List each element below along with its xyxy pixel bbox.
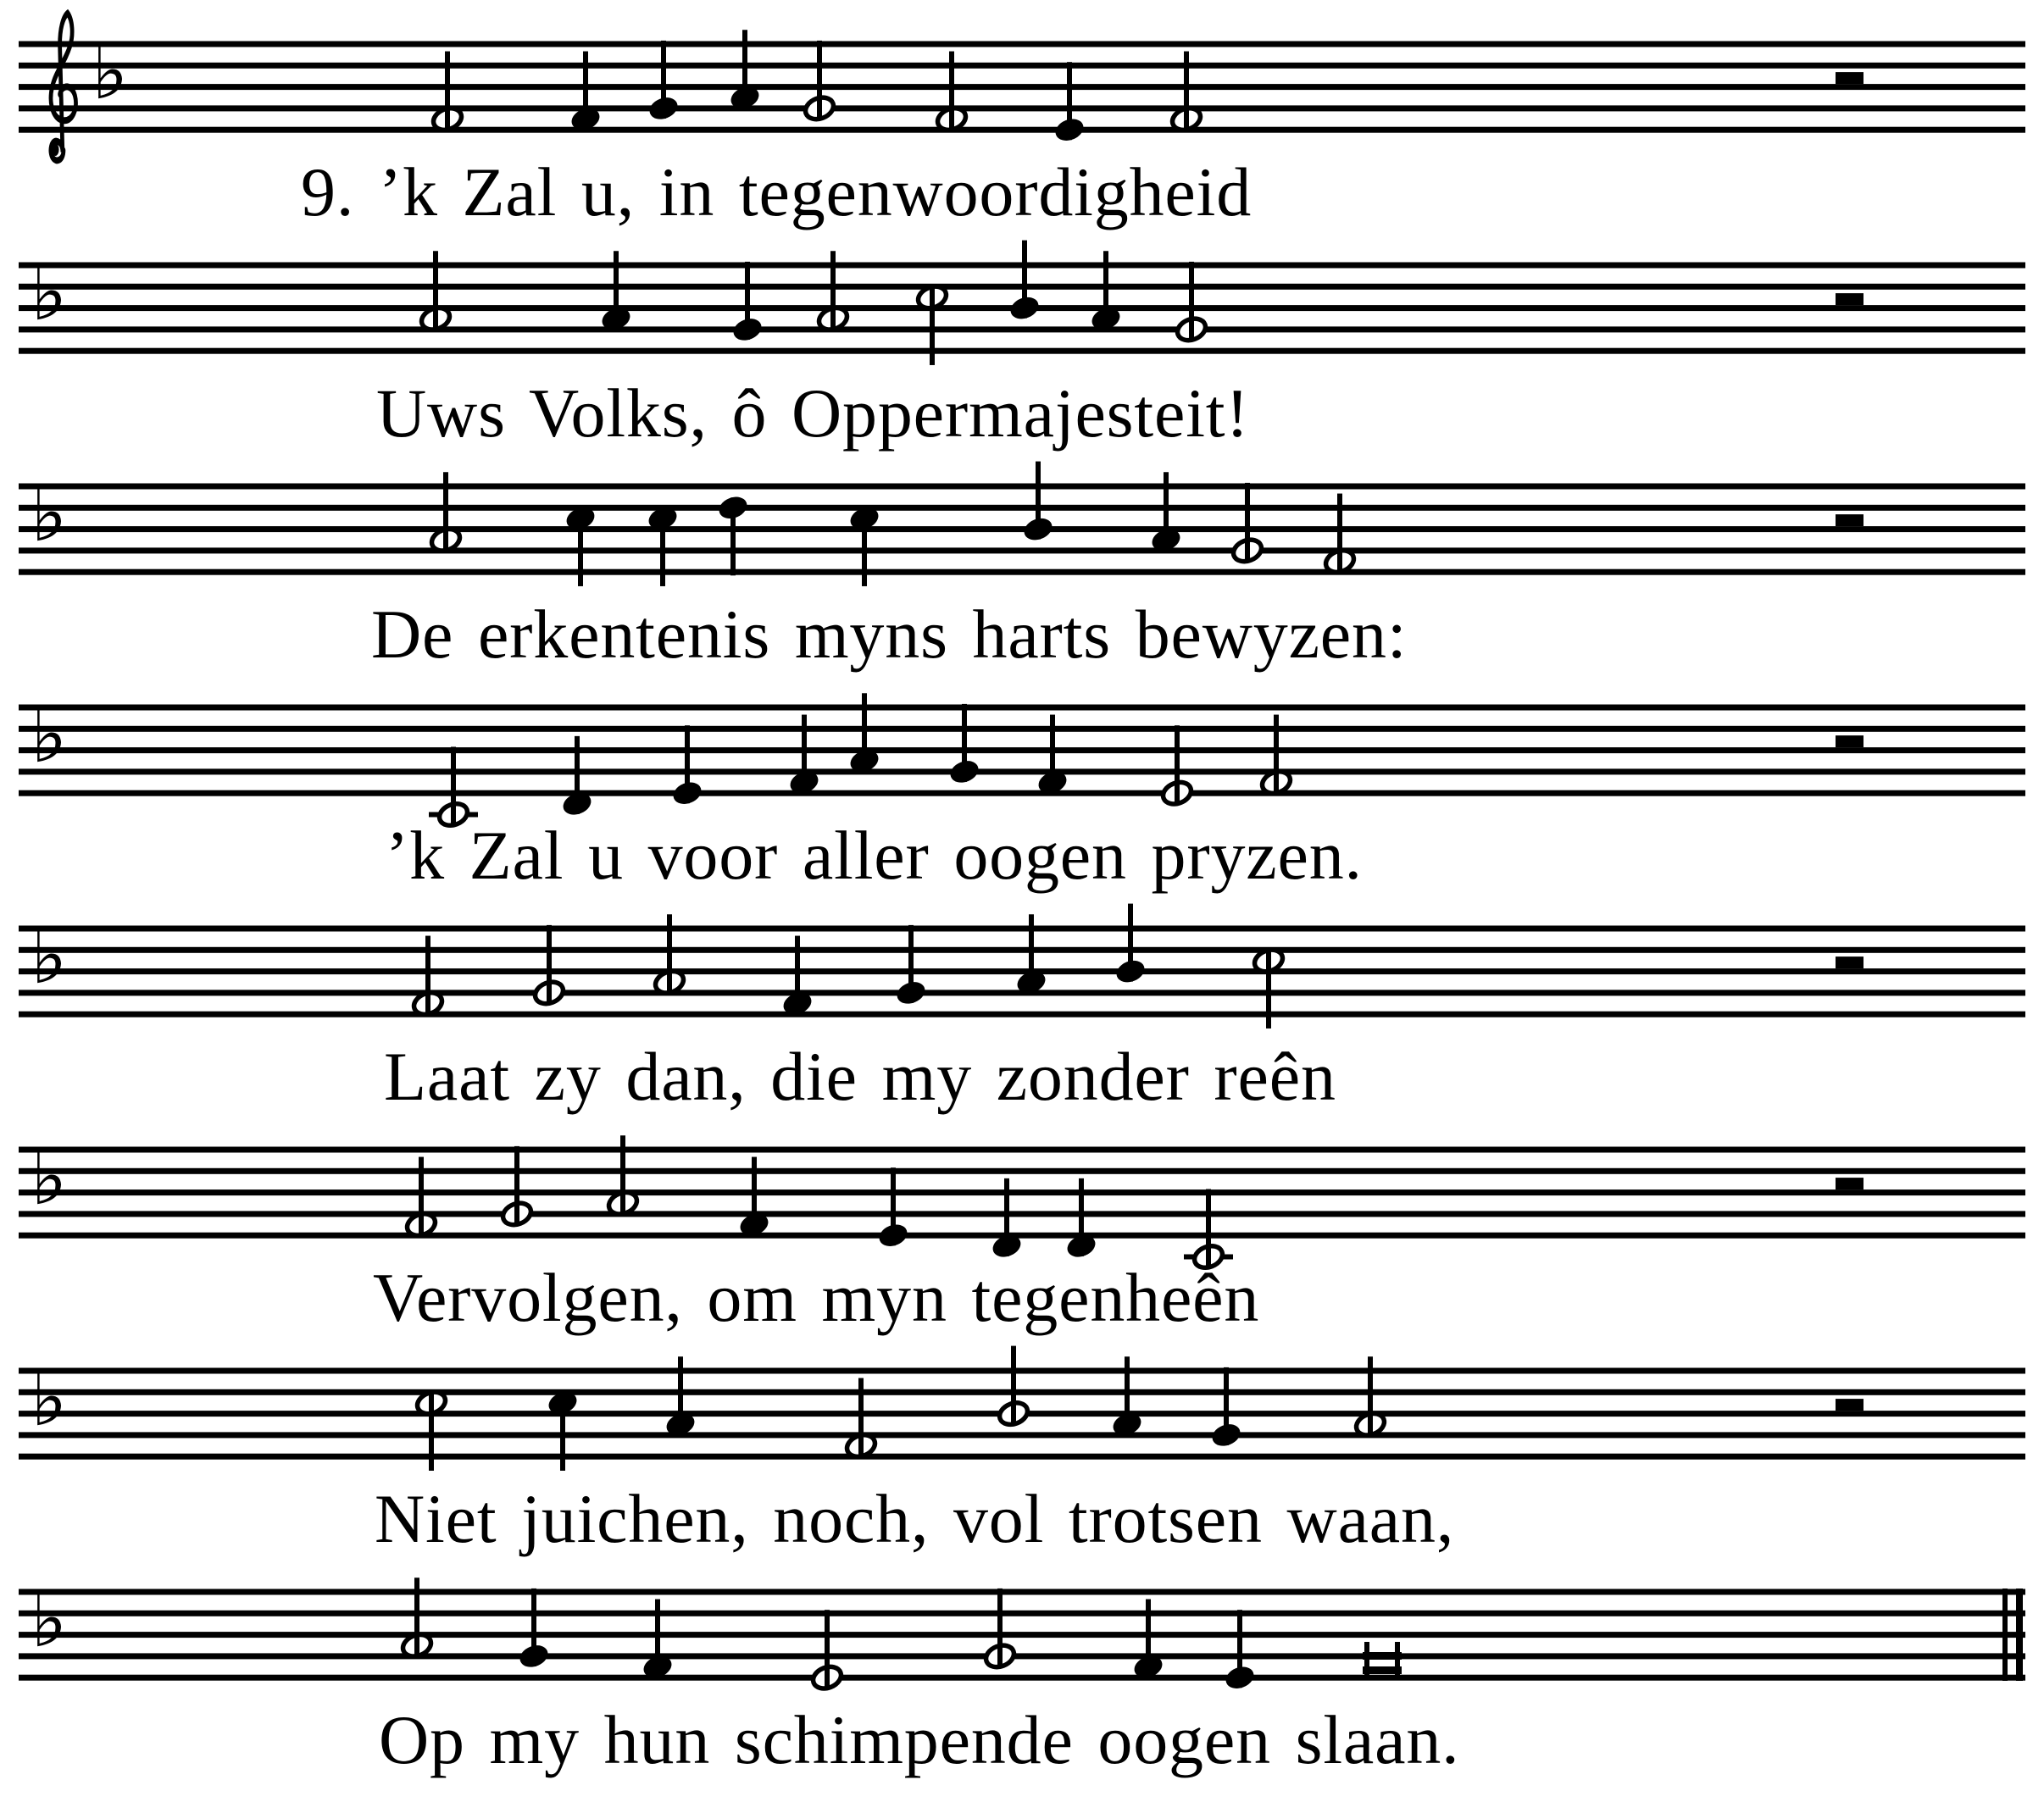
stem [1022,241,1027,319]
note-e4-quarter [1053,62,1086,144]
staff-line [19,526,2025,532]
stem [560,1393,565,1471]
stem [1125,1356,1130,1434]
staff-line [19,105,2025,111]
stem [1368,1356,1373,1434]
stem [661,41,666,119]
stem [745,262,750,340]
half-rest [1836,735,1863,747]
lyric-line-7: Niet juichen, noch, vol trotsen waan, [375,1480,1455,1557]
stem [1189,262,1194,340]
staff-line [19,1653,2025,1659]
stem [678,1356,683,1434]
stem [531,1589,536,1666]
note-b4-quarter [1008,241,1041,323]
stem [514,1146,519,1224]
final-barline [2002,1589,2008,1681]
note-g4-quarter [894,925,928,1007]
stem [451,747,456,825]
stem [1029,914,1034,992]
staff-line [19,127,2025,133]
stem [655,1600,660,1677]
staff-line [19,1389,2025,1395]
final-barline [2016,1589,2023,1681]
staff-line [19,348,2025,354]
stem [730,497,736,575]
breve-note [1364,1642,1369,1680]
staff-line [19,947,2025,953]
stem [1274,715,1279,793]
staff-line [19,926,2025,932]
note-g4-half [532,925,566,1007]
staff-line [19,42,2025,47]
flat-icon: ♭ [31,1132,68,1223]
stem [1266,951,1271,1029]
lyric-line-5: Laat zy dan, die my zonder reên [384,1038,1336,1115]
stem [949,52,954,130]
stem [962,704,967,782]
lyric-line-4: ’k Zal u voor aller oogen pryzen. [386,817,1363,894]
lyric-line-2: Uws Volks, ô Oppermajesteit! [376,374,1250,452]
half-rest [1836,72,1863,84]
flat-icon: ♭ [31,911,68,1001]
staff-line [19,1012,2025,1017]
stem [583,52,588,130]
note-g4-quarter [730,262,764,344]
note-e4-half [1160,725,1194,807]
note-d5-quarter [716,493,750,575]
staff-line [19,1168,2025,1174]
staff-line [19,1233,2025,1239]
stem [620,1135,625,1213]
half-rest [1836,514,1863,526]
staff-line [19,1589,2025,1595]
note-b4-half [997,1346,1030,1428]
stem [1036,462,1041,540]
note-e4-quarter [670,725,704,807]
staff-line [19,747,2025,753]
staff-line [19,768,2025,774]
stem [830,251,836,329]
note-g4-quarter [517,1589,551,1671]
staff-line [19,1632,2025,1638]
stem [414,1577,419,1655]
stem [1004,1178,1009,1256]
staff-line [19,1368,2025,1374]
stem [802,715,807,793]
stem [429,1393,434,1471]
stem [1146,1600,1151,1677]
stem [575,736,580,814]
half-rest [1836,1178,1863,1189]
note-g4-quarter [1209,1367,1243,1450]
note-g4-quarter [947,704,981,786]
half-rest [1836,293,1863,305]
staff-line [19,705,2025,711]
stem [419,1157,424,1235]
lyric-line-1: 9. ’k Zal u, in tegenwoordigheid [301,153,1253,230]
staff-line [19,547,2025,553]
stem [1164,472,1169,550]
stem [1245,483,1250,561]
stem [997,1589,1003,1666]
note-g4-half [983,1589,1017,1671]
note-g4-half [500,1146,534,1228]
stem [752,1157,757,1235]
breve-note [1395,1642,1400,1680]
lyric-line-3: De erkentenis myns harts bewyzen: [371,596,1408,673]
stem [578,508,583,586]
breve-note [1363,1666,1402,1674]
note-e4-quarter [876,1167,910,1250]
staff-line [19,968,2025,974]
stem [825,1610,830,1688]
note-b4-quarter [1021,462,1055,544]
staff-line [19,1675,2025,1681]
staff-line [19,1432,2025,1438]
staff-line [19,326,2025,332]
flat-icon: ♭ [31,1353,68,1444]
note-g4-half [803,41,836,123]
stem [817,41,822,119]
note-g4-quarter [647,41,680,123]
staff-line [19,484,2025,490]
lyric-line-6: Vervolgen, om myn tegenheên [373,1259,1260,1336]
note-g4-half [1230,483,1264,565]
stem [1175,725,1180,803]
flat-icon: ♭ [92,26,129,117]
staff-line [19,726,2025,732]
staff-line [19,505,2025,511]
half-rest [1836,1399,1863,1411]
flat-icon: ♭ [31,469,68,559]
stem [1103,251,1108,329]
staff-line [19,1189,2025,1195]
stem [443,472,448,550]
staff-line [19,1147,2025,1153]
stem [1050,715,1055,793]
flat-icon: ♭ [31,1574,68,1665]
stem [1337,494,1342,572]
stem [1237,1610,1242,1688]
stem [685,725,690,803]
staff-line [19,790,2025,796]
stem [891,1167,896,1245]
stem [445,52,450,130]
stem [862,693,867,771]
staff-line [19,84,2025,90]
stem [1011,1346,1016,1424]
note-g4-half [1175,262,1208,344]
stem [930,287,935,365]
stem [1128,904,1133,982]
stem [1067,62,1072,140]
half-rest [1836,956,1863,968]
note-e4-half [810,1610,844,1692]
note-b4-quarter [1114,904,1147,986]
staff-line [19,1454,2025,1460]
stem [667,914,672,992]
stem [614,251,619,329]
note-e4-quarter [1223,1610,1257,1692]
stem [1224,1367,1229,1445]
staff-line [19,569,2025,575]
stem [1079,1178,1084,1256]
stem [425,936,430,1014]
stem [1184,52,1189,130]
breve-note [1363,1652,1402,1660]
stem [547,925,552,1003]
flat-icon: ♭ [31,247,68,338]
stem [908,925,914,1003]
stem [742,30,747,108]
stem [433,251,438,329]
staff-line [19,1211,2025,1217]
staff-line [19,1611,2025,1616]
stem [858,1378,864,1456]
stem [660,508,665,586]
lyric-line-8: Op my hun schimpende oogen slaan. [379,1701,1460,1778]
flat-icon: ♭ [31,690,68,780]
stem [862,508,867,586]
stem [1206,1189,1211,1267]
stem [795,936,800,1014]
staff-line [19,63,2025,69]
